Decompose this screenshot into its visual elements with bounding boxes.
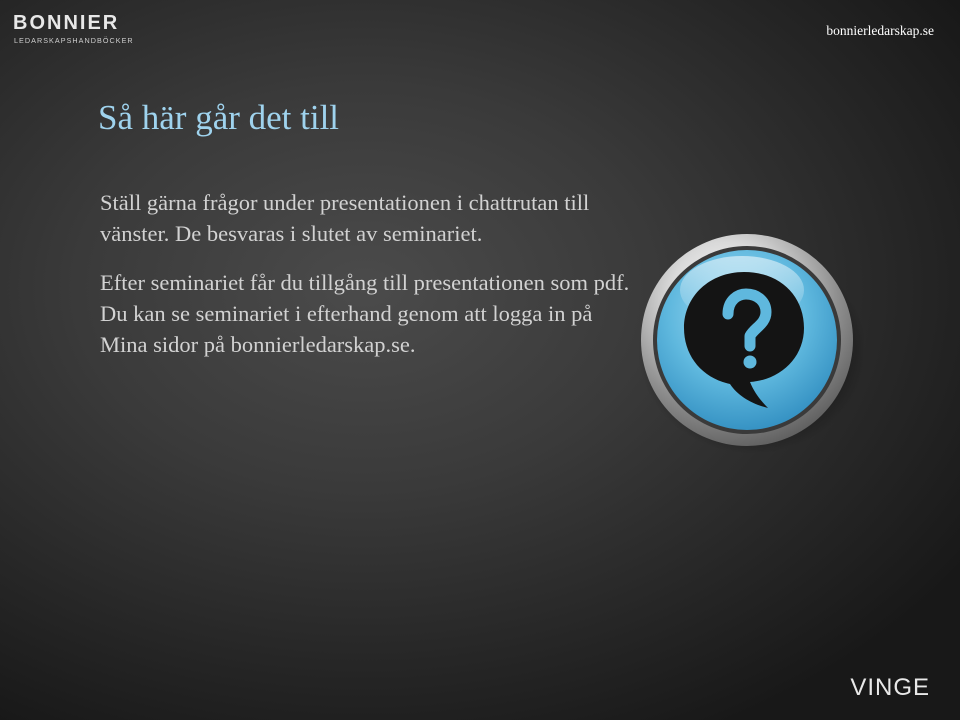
paragraph-questions: Ställ gärna frågor under presentationen i chattrutan till vänster. De besvaras i slutet av seminariet. [100, 190, 590, 246]
logo-sub-text: LEDARSKAPSHANDBÖCKER [14, 36, 134, 45]
site-url: bonnierledarskap.se [826, 23, 934, 38]
bonnier-logo [13, 12, 147, 48]
question-bubble-icon [630, 232, 864, 454]
slide-body [100, 187, 640, 378]
paragraph-after-seminar: Efter seminariet får du tillgång till presentationen som pdf. Du kan se seminariet i efterhand genom att logga in på Mina sidor på bonnierledarskap.se. [100, 270, 630, 357]
logo-main-text: BONNIER [13, 12, 120, 34]
vinge-logo: VINGE [850, 674, 930, 701]
slide-title: Så här går det till [98, 98, 340, 137]
